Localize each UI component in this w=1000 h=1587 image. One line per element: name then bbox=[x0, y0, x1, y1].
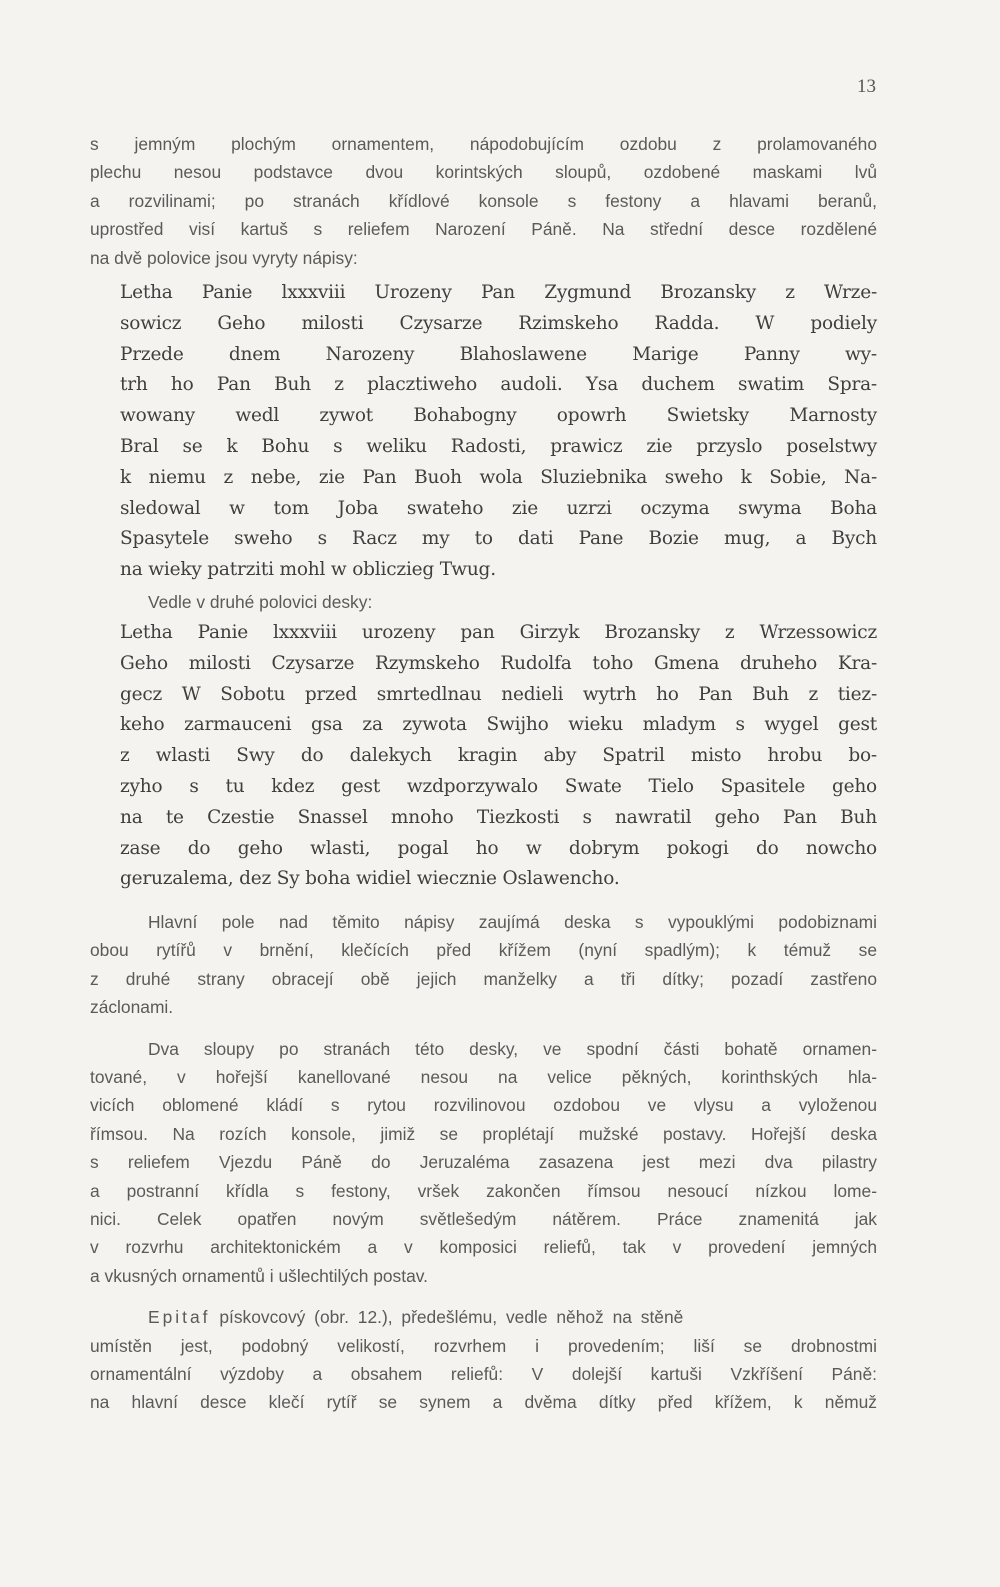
text-line: plechu nesou podstavce dvou korintských sloupů, ozdobené maskami lvů bbox=[90, 162, 877, 183]
text-line: umístěn jest, podobný velikostí, rozvrhem i provedením; liší se drobnostmi bbox=[90, 1335, 877, 1356]
epitaf-lead-word: Epitaf bbox=[148, 1307, 211, 1328]
inscription-line: Geho milosti Czysarze Rzymskeho Rudolfa toho Gmena druheho Kra- bbox=[120, 652, 877, 674]
inscription-line: Spasytele sweho s Racz my to dati Pane Bozie mug, a Bych bbox=[120, 528, 877, 550]
text-line: na dvě polovice jsou vyryty nápisy: bbox=[90, 247, 358, 268]
text-line: vicích oblomené kládí s rytou rozvilinovou ozdobou ve vlysu a vyloženou bbox=[90, 1095, 877, 1116]
inscription-line: sledowal w tom Joba swateho zie uzrzi oczyma swyma Boha bbox=[120, 497, 877, 519]
inscription-line: Letha Panie lxxxviii urozeny pan Girzyk Brozansky z Wrzessowicz bbox=[120, 621, 877, 643]
inscription-line: na te Czestie Snassel mnoho Tiezkosti s nawratil geho Pan Buh bbox=[120, 806, 877, 828]
inscription-1 bbox=[90, 278, 877, 586]
inscription-2 bbox=[90, 618, 877, 895]
inscription-line: z wlasti Swy do dalekych kragin aby Spatril misto hrobu bo- bbox=[120, 745, 877, 767]
paragraph-1 bbox=[90, 130, 877, 272]
inscription-line: zyho s tu kdez gest wzdporzywalo Swate Tielo Spasitele geho bbox=[120, 775, 877, 797]
text-span: pískovcový (obr. 12.), předešlému, vedle něhož na stěně bbox=[210, 1307, 684, 1328]
inscription-line: na wieky patrziti mohl w obliczieg Twug. bbox=[120, 559, 496, 581]
inscription-line: Bral se k Bohu s weliku Radosti, prawicz zie przyslo poselstwy bbox=[120, 435, 877, 457]
text-line: Dva sloupy po stranách této desky, ve spodní části bohatě ornamen- bbox=[148, 1038, 877, 1059]
text-line: a postranní křídla s festony, vršek zakončen římsou nesoucí nízkou lome- bbox=[90, 1180, 877, 1201]
text-line: s reliefem Vjezdu Páně do Jeruzaléma zasazena jest mezi dva pilastry bbox=[90, 1152, 877, 1173]
text-line: z druhé strany obracejí obě jejich manželky a tři dítky; pozadí zastřeno bbox=[90, 968, 877, 989]
inscription-line: trh ho Pan Buh z placztiweho audoli. Ysa duchem swatim Spra- bbox=[120, 374, 877, 396]
inscription-line: wowany wedl zywot Bohabogny opowrh Swietsky Marnosty bbox=[120, 405, 877, 427]
inscription-line: sowicz Geho milosti Czysarze Rzimskeho Radda. W podiely bbox=[120, 312, 877, 334]
text-line bbox=[90, 1303, 877, 1331]
page-body bbox=[90, 130, 877, 1417]
text-line: a vkusných ornamentů i ušlechtilých postav. bbox=[90, 1265, 428, 1286]
text-line: na hlavní desce klečí rytíř se synem a dvěma dítky před křížem, k němuž bbox=[90, 1392, 877, 1413]
paragraph-4 bbox=[90, 1303, 877, 1417]
text-line: a rozvilinami; po stranách křídlové konsole s festony a hlavami beranů, bbox=[90, 190, 877, 211]
inscription-line: keho zarmauceni gsa za zywota Swijho wieku mladym s wygel gest bbox=[120, 714, 877, 736]
inscription-line: k niemu z nebe, zie Pan Buoh wola Sluziebnika sweho k Sobie, Na- bbox=[120, 466, 877, 488]
inscription-line: geruzalema, dez Sy boha widiel wiecznie Oslawencho. bbox=[120, 868, 620, 890]
paragraph-3 bbox=[90, 1035, 877, 1291]
text-line: římsou. Na rozích konsole, jimiž se proplétají mužské postavy. Hořejší deska bbox=[90, 1123, 877, 1144]
text-line: tované, v hořejší kanellované nesou na velice pěkných, korinthských hla- bbox=[90, 1067, 877, 1088]
text-line: ornamentální výzdoby a obsahem reliefů: V dolejší kartuši Vzkříšení Páně: bbox=[90, 1363, 877, 1384]
inscription-line: zase do geho wlasti, pogal ho w dobrym pokogi do nowcho bbox=[120, 837, 877, 859]
inscription-2-intro: Vedle v druhé polovici desky: bbox=[148, 591, 373, 612]
text-line: Hlavní pole nad těmito nápisy zaujímá deska s vypouklými podobiznami bbox=[148, 912, 877, 933]
page-number: 13 bbox=[857, 76, 876, 97]
text-line: obou rytířů v brnění, klečících před křížem (nyní spadlým); k témuž se bbox=[90, 940, 877, 961]
paragraph-2 bbox=[90, 908, 877, 1022]
text-line: uprostřed visí kartuš s reliefem Narození Páně. Na střední desce rozdělené bbox=[90, 219, 877, 240]
inscription-line: Przede dnem Narozeny Blahoslawene Marige Panny wy- bbox=[120, 343, 877, 365]
inscription-line: Letha Panie lxxxviii Urozeny Pan Zygmund Brozansky z Wrze- bbox=[120, 281, 877, 303]
text-line: záclonami. bbox=[90, 997, 174, 1018]
text-line: s jemným plochým ornamentem, nápodobujícím ozdobu z prolamovaného bbox=[90, 134, 877, 154]
text-line: v rozvrhu architektonickém a v komposici reliefů, tak v provedení jemných bbox=[90, 1237, 877, 1258]
text-line: nici. Celek opatřen novým světlešedým nátěrem. Práce znamenitá jak bbox=[90, 1209, 877, 1229]
inscription-line: gecz W Sobotu przed smrtedlnau nedieli wytrh ho Pan Buh z tiez- bbox=[120, 683, 877, 705]
